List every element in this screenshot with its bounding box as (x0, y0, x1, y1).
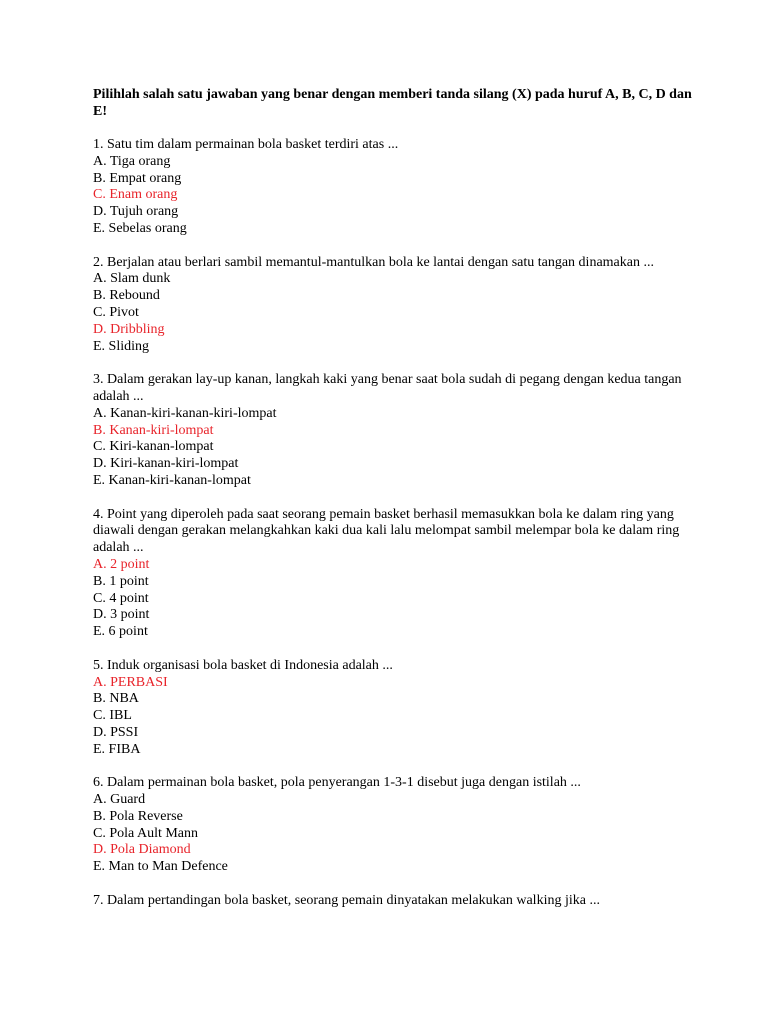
question-2 (93, 255, 693, 356)
answer-option: E. Sliding (93, 338, 150, 354)
answer-option: B. NBA (93, 691, 139, 707)
answer-option: D. Tujuh orang (93, 204, 179, 220)
answer-option: C. Pola Ault Mann (93, 825, 199, 841)
question-6 (93, 775, 693, 876)
answer-option: C. Pivot (93, 304, 139, 320)
answer-option: D. Kiri-kanan-kiri-lompat (93, 456, 239, 472)
answer-option: A. Guard (93, 792, 146, 808)
answer-option: E. Sebelas orang (93, 220, 187, 236)
question-text: 2. Berjalan atau berlari sambil memantul-mantulkan bola ke lantai dengan satu tangan dinamakan ... (93, 254, 654, 270)
question-1 (93, 137, 693, 238)
answer-option-correct: D. Dribbling (93, 321, 165, 337)
answer-option: C. Kiri-kanan-lompat (93, 439, 214, 455)
question-text: 1. Satu tim dalam permainan bola basket terdiri atas ... (93, 137, 399, 152)
answer-option-correct: A. 2 point (93, 556, 150, 572)
answer-option: E. Kanan-kiri-kanan-lompat (93, 472, 251, 488)
question-4 (93, 507, 693, 641)
answer-option: A. Slam dunk (93, 271, 171, 287)
answer-option: E. FIBA (93, 741, 141, 757)
question-text: 7. Dalam pertandingan bola basket, seorang pemain dinyatakan melakukan walking jika ... (93, 892, 600, 908)
answer-option: D. PSSI (93, 724, 139, 740)
question-text: 5. Induk organisasi bola basket di Indonesia adalah ... (93, 657, 393, 673)
question-5 (93, 658, 693, 759)
answer-option: C. 4 point (93, 590, 149, 606)
question-3 (93, 372, 693, 490)
question-text: 6. Dalam permainan bola basket, pola penyerangan 1-3-1 disebut juga dengan istilah ... (93, 775, 581, 791)
question-text: 3. Dalam gerakan lay-up kanan, langkah kaki yang benar saat bola sudah di pegang dengan kedua tangan adalah ... (93, 372, 682, 404)
answer-option-correct: B. Kanan-kiri-lompat (93, 422, 214, 438)
answer-option: A. Kanan-kiri-kanan-kiri-lompat (93, 405, 277, 421)
answer-option-correct: A. PERBASI (93, 674, 168, 690)
answer-option: B. Pola Reverse (93, 808, 183, 824)
answer-option: D. 3 point (93, 607, 150, 623)
question-text: 4. Point yang diperoleh pada saat seorang pemain basket berhasil memasukkan bola ke dalam ring yang diawali dengan gerakan melangkahkan kaki dua kali lalu melompat sambil melempar bola ke dalam ring adalah ... (93, 506, 680, 556)
answer-option: B. Rebound (93, 288, 160, 304)
instruction-heading: Pilihlah salah satu jawaban yang benar dengan memberi tanda silang (X) pada huruf A, B, C, D dan E! (93, 87, 692, 119)
question-list (93, 137, 693, 910)
answer-option: C. IBL (93, 708, 132, 724)
answer-option-correct: C. Enam orang (93, 187, 178, 203)
answer-option: B. 1 point (93, 573, 149, 589)
question-7 (93, 893, 693, 910)
answer-option: E. 6 point (93, 624, 148, 640)
answer-option: B. Empat orang (93, 170, 182, 186)
answer-option-correct: D. Pola Diamond (93, 842, 191, 858)
answer-option: A. Tiga orang (93, 153, 171, 169)
document-page (93, 86, 693, 926)
answer-option: E. Man to Man Defence (93, 859, 228, 875)
